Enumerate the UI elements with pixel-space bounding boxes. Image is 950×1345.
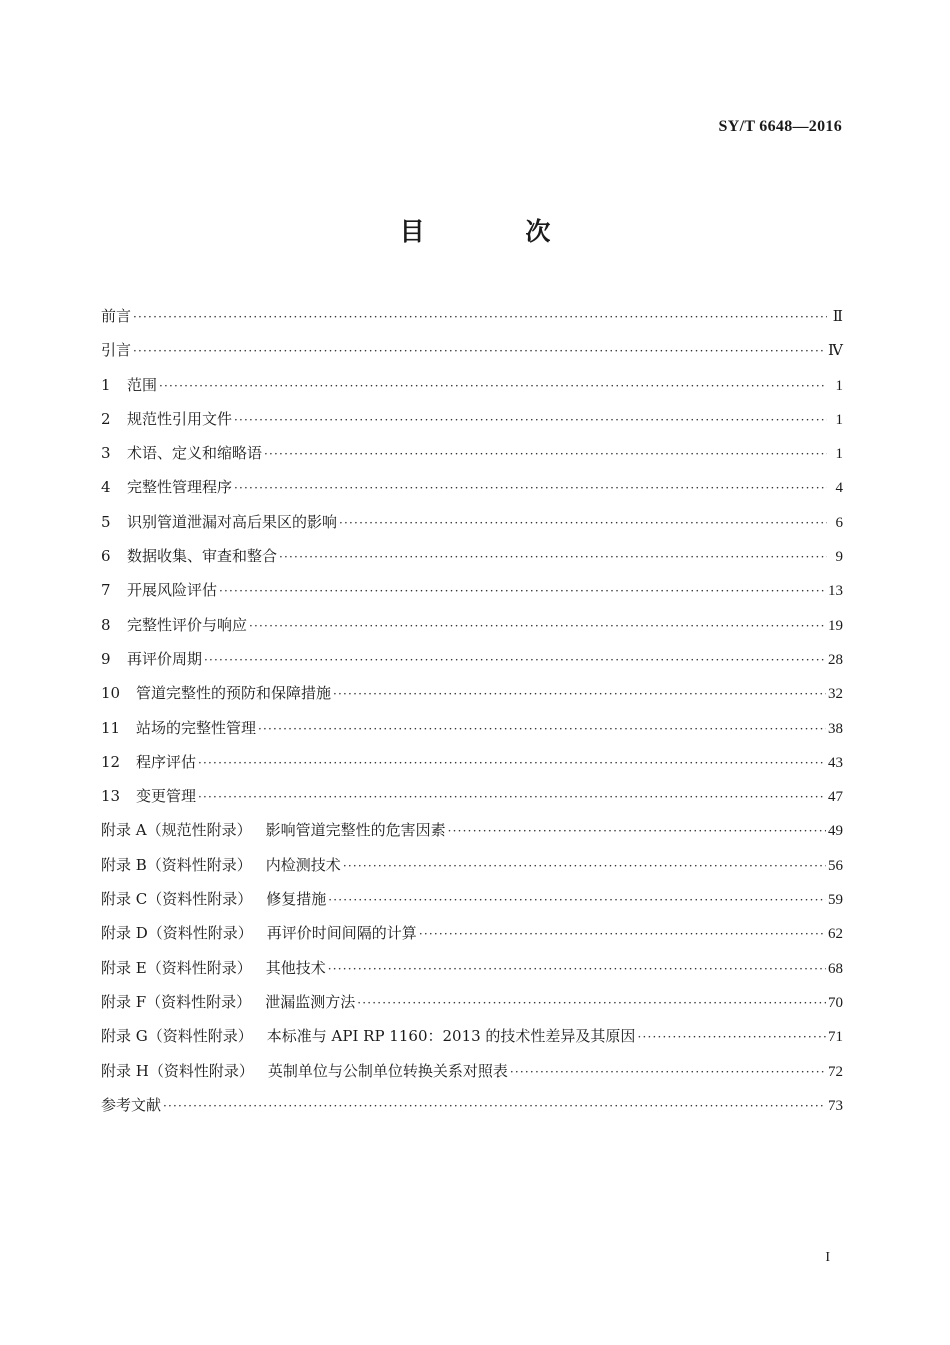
toc-entry-label: 规范性引用文件: [127, 409, 233, 428]
toc-entry[interactable]: [101, 745, 843, 779]
toc-entry[interactable]: [101, 813, 843, 847]
toc-entry-page: 13: [828, 583, 843, 600]
page-title: 目 次: [399, 217, 597, 246]
toc-entry[interactable]: [101, 916, 843, 950]
toc-leader-dots: [249, 609, 826, 643]
toc-leader-dots: [339, 506, 827, 540]
toc-entry-number: 12: [101, 752, 121, 771]
toc-entry[interactable]: [101, 676, 843, 710]
toc-entry-page: 28: [828, 651, 843, 668]
toc-entry[interactable]: [101, 402, 843, 436]
toc-entry-number: 1: [101, 375, 111, 394]
toc-entry[interactable]: [101, 368, 843, 402]
toc-entry[interactable]: [101, 642, 843, 676]
toc-leader-dots: [448, 814, 826, 848]
toc-entry-page: 1: [835, 377, 843, 394]
toc-entry-page: 32: [828, 686, 843, 703]
toc-leader-dots: [163, 1089, 826, 1123]
toc-entry-label: 站场的完整性管理: [136, 718, 257, 737]
toc-entry-label: 开展风险评估: [127, 581, 218, 600]
toc-leader-dots: [133, 334, 826, 368]
toc-entry-number: 6: [101, 547, 111, 566]
toc-entry-page: 4: [835, 480, 843, 497]
toc-entry-number: 10: [101, 684, 121, 703]
toc-entry[interactable]: [101, 1088, 843, 1122]
toc-entry[interactable]: [101, 951, 843, 985]
toc-entry[interactable]: [101, 1019, 843, 1053]
toc-entry-number: 附录 F（资料性附录）: [101, 992, 252, 1011]
toc-leader-dots: [419, 917, 826, 951]
toc-entry-label: 识别管道泄漏对高后果区的影响: [127, 512, 338, 531]
toc-entry[interactable]: [101, 573, 843, 607]
toc-entry-page: 38: [828, 720, 843, 737]
toc-entry-page: 9: [835, 549, 843, 566]
toc-leader-dots: [264, 437, 827, 471]
toc-entry[interactable]: [101, 711, 843, 745]
toc-entry-label: 完整性管理程序: [127, 478, 233, 497]
toc-entry-number: 附录 C（资料性附录）: [101, 890, 253, 909]
toc-entry-page: 59: [828, 892, 843, 909]
toc-entry-page: 1: [835, 446, 843, 463]
toc-entry-number: 附录 D（资料性附录）: [101, 924, 253, 943]
toc-entry-label: 英制单位与公制单位转换关系对照表: [267, 1061, 508, 1080]
toc-entry-page: 62: [828, 926, 843, 943]
toc-entry-label: 引言: [101, 341, 132, 360]
toc-entry[interactable]: [101, 539, 843, 573]
toc-leader-dots: [198, 746, 826, 780]
toc-entry[interactable]: [101, 985, 843, 1019]
toc-entry[interactable]: [101, 470, 843, 504]
toc-leader-dots: [219, 574, 826, 608]
toc-entry-label: 泄漏监测方法: [265, 992, 356, 1011]
toc-entry-page: 56: [828, 857, 843, 874]
toc-leader-dots: [328, 883, 826, 917]
toc-entry-page: 68: [828, 960, 843, 977]
toc-entry-label: 完整性评价与响应: [127, 615, 248, 634]
toc-entry-label: 修复措施: [266, 890, 327, 909]
toc-entry-number: 11: [101, 718, 121, 737]
toc-entry[interactable]: [101, 505, 843, 539]
toc-entry[interactable]: [101, 848, 843, 882]
toc-entry-label: 内检测技术: [265, 855, 341, 874]
toc-leader-dots: [159, 369, 827, 403]
toc-entry-number: 3: [101, 444, 111, 463]
toc-leader-dots: [198, 780, 826, 814]
toc-entry-page: 1: [835, 411, 843, 428]
toc-entry-page: 47: [828, 789, 843, 806]
toc-entry-page: Ⅱ: [832, 309, 843, 325]
toc-entry-page: 19: [828, 617, 843, 634]
toc-entry-page: 49: [828, 823, 843, 840]
toc-entry-page: 71: [828, 1029, 843, 1046]
toc-entry-page: Ⅳ: [828, 343, 843, 360]
toc-entry-page: 6: [835, 514, 843, 531]
toc-leader-dots: [234, 471, 827, 505]
standard-code: SY/T 6648—2016: [718, 118, 842, 135]
toc-entry[interactable]: [101, 436, 843, 470]
toc-leader-dots: [258, 712, 826, 746]
table-of-contents: [101, 299, 843, 1122]
toc-entry[interactable]: [101, 882, 843, 916]
toc-leader-dots: [357, 986, 826, 1020]
toc-entry-label: 变更管理: [136, 787, 197, 806]
toc-entry-label: 再评价时间间隔的计算: [266, 924, 417, 943]
toc-entry-label: 影响管道完整性的危害因素: [265, 821, 446, 840]
toc-entry-number: 附录 B（资料性附录）: [101, 855, 252, 874]
toc-entry[interactable]: [101, 333, 843, 367]
toc-entry[interactable]: [101, 779, 843, 813]
toc-entry-number: 2: [101, 409, 111, 428]
toc-entry-label: 再评价周期: [127, 649, 203, 668]
toc-entry[interactable]: [101, 1054, 843, 1088]
toc-leader-dots: [637, 1020, 826, 1054]
toc-entry-number: 附录 E（资料性附录）: [101, 958, 252, 977]
toc-entry-page: 70: [828, 994, 843, 1011]
toc-entry-label: 术语、定义和缩略语: [127, 444, 263, 463]
toc-entry-page: 43: [828, 754, 843, 771]
toc-entry-label: 程序评估: [136, 752, 197, 771]
toc-entry-label: 参考文献: [101, 1095, 162, 1114]
toc-leader-dots: [333, 677, 826, 711]
toc-entry-number: 5: [101, 512, 111, 531]
toc-entry-label: 范围: [127, 375, 158, 394]
page-number: I: [825, 1250, 830, 1265]
toc-leader-dots: [510, 1055, 826, 1089]
toc-entry[interactable]: [101, 608, 843, 642]
toc-entry-number: 9: [101, 649, 111, 668]
toc-entry[interactable]: [101, 299, 843, 333]
toc-entry-number: 7: [101, 581, 111, 600]
toc-entry-number: 附录 H（资料性附录）: [101, 1061, 254, 1080]
toc-entry-label: 本标准与 API RP 1160：2013 的技术性差异及其原因: [266, 1027, 636, 1046]
toc-entry-number: 附录 G（资料性附录）: [101, 1027, 253, 1046]
toc-entry-label: 前言: [101, 307, 132, 325]
toc-entry-label: 其他技术: [265, 958, 326, 977]
toc-leader-dots: [279, 540, 827, 574]
toc-leader-dots: [328, 952, 826, 986]
toc-entry-label: 数据收集、审查和整合: [127, 547, 278, 566]
toc-entry-label: 管道完整性的预防和保障措施: [136, 684, 332, 703]
toc-leader-dots: [343, 849, 826, 883]
toc-entry-number: 4: [101, 478, 111, 497]
toc-entry-number: 附录 A（规范性附录）: [101, 821, 252, 840]
toc-leader-dots: [133, 300, 827, 334]
toc-leader-dots: [234, 403, 827, 437]
toc-entry-number: 13: [101, 787, 121, 806]
toc-entry-page: 72: [828, 1063, 843, 1080]
toc-entry-number: 8: [101, 615, 111, 634]
toc-leader-dots: [204, 643, 826, 677]
toc-entry-page: 73: [828, 1097, 843, 1114]
